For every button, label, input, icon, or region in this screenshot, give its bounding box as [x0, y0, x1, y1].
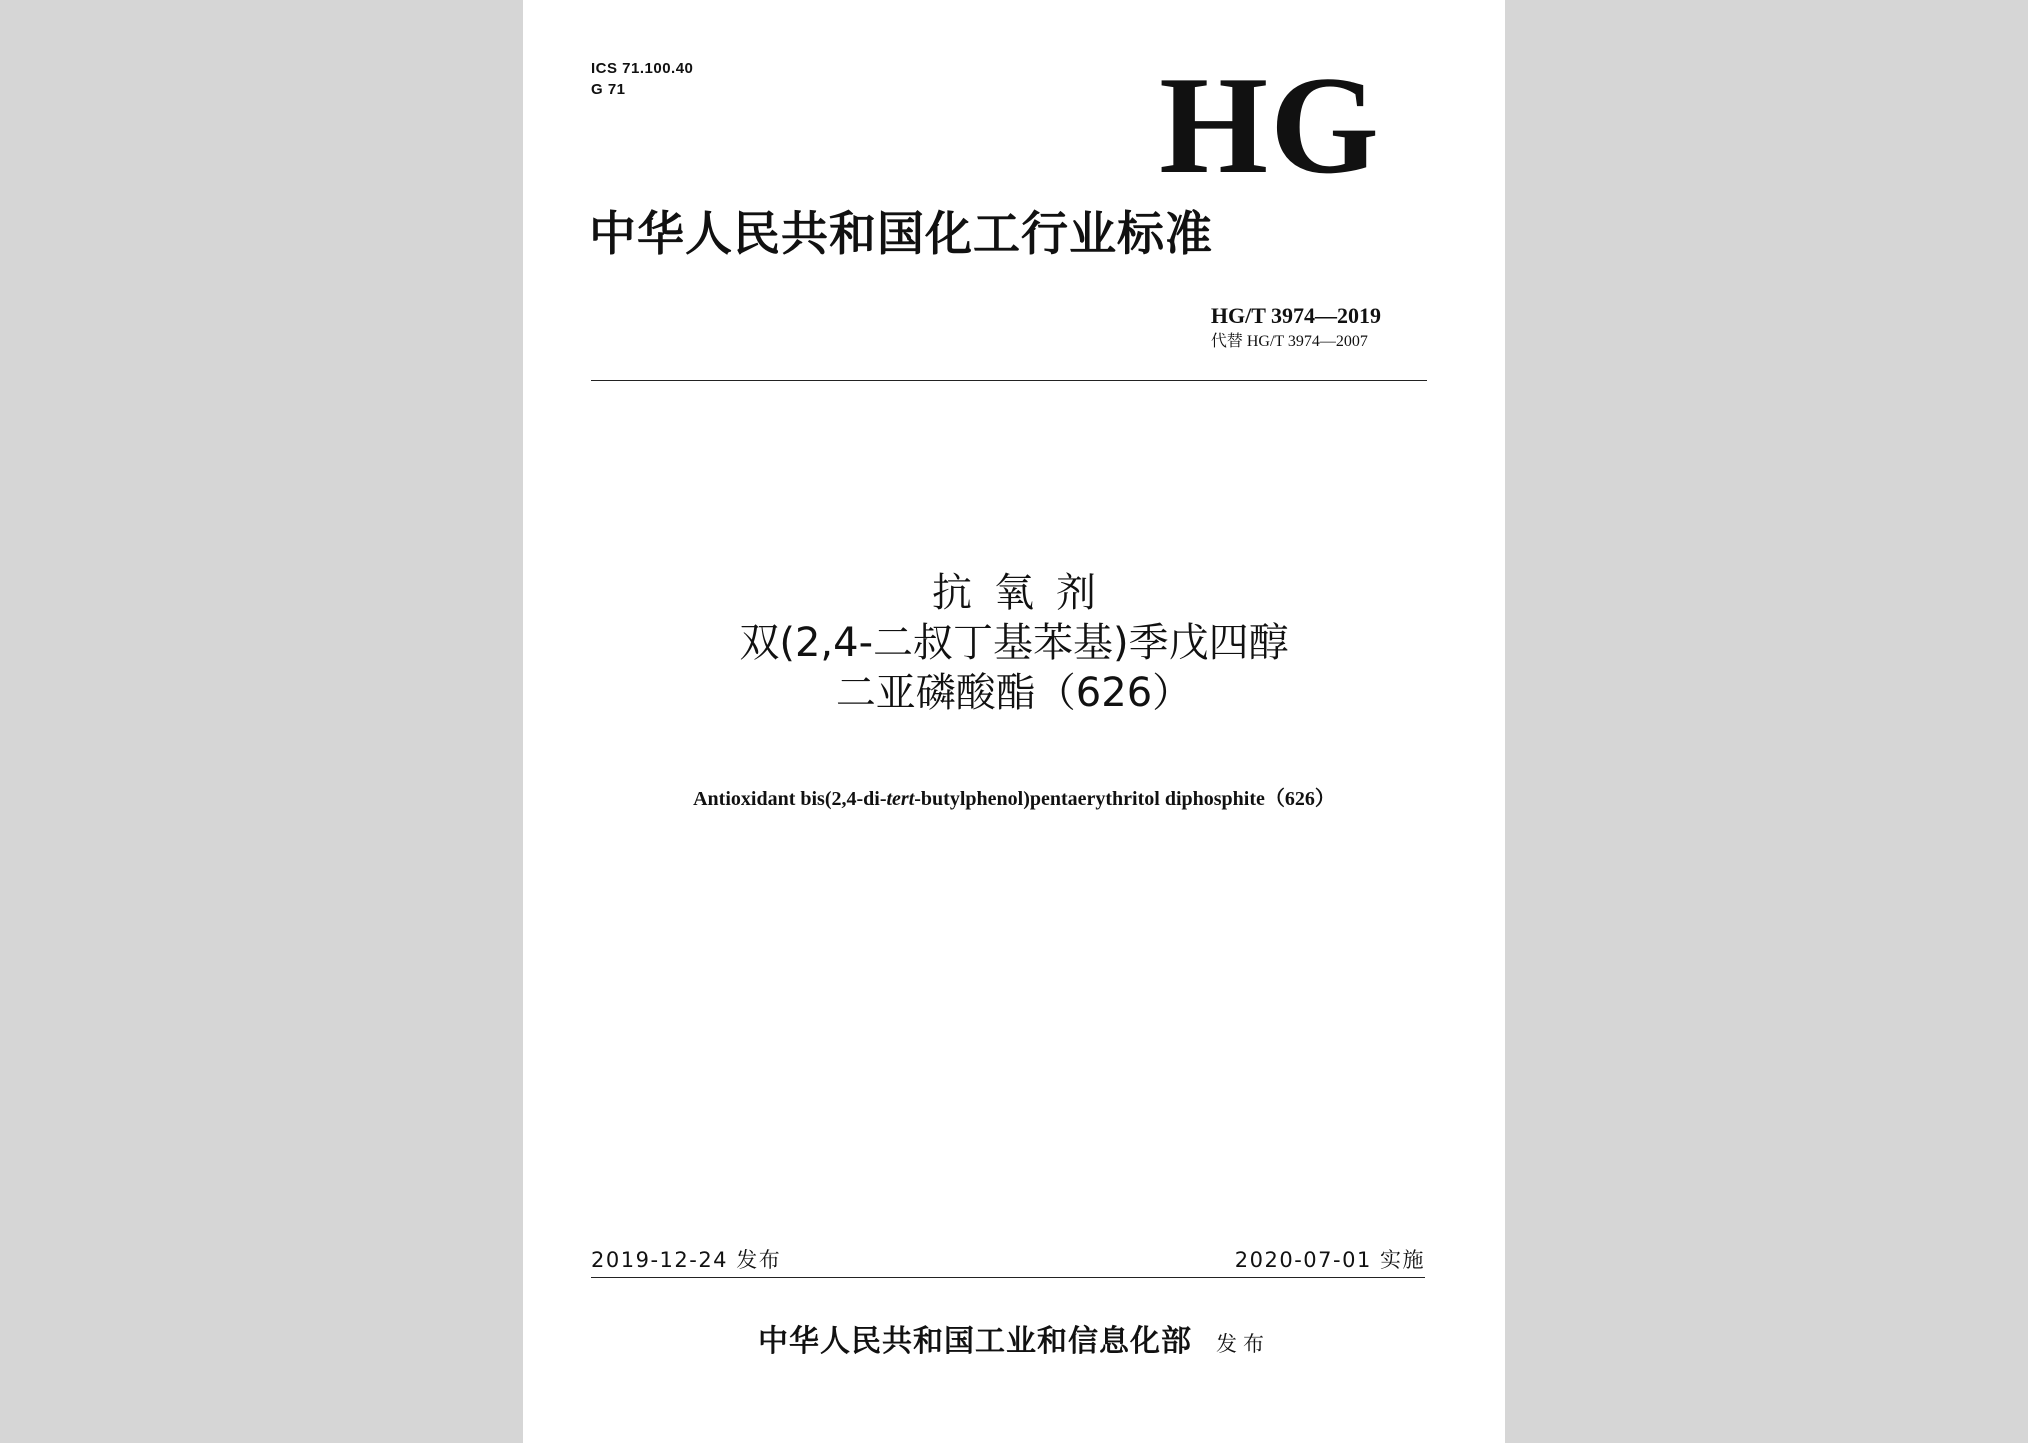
hg-logo: HG	[1159, 48, 1381, 203]
bottom-divider	[591, 1277, 1425, 1278]
issue-action: 发布	[1216, 1332, 1270, 1356]
standard-code-block	[1211, 302, 1381, 354]
issue-date: 2019-12-24 发布	[591, 1248, 782, 1272]
title-line-1: 抗氧剂	[932, 570, 1118, 616]
chinese-title	[523, 568, 1505, 718]
issuing-organization: 中华人民共和国工业和信息化部	[758, 1324, 1192, 1359]
english-title-suffix: -butylphenol)pentaerythritol diphosphite（626）	[914, 788, 1335, 810]
issuer	[523, 1322, 1505, 1364]
implementation-date: 2020-07-01 实施	[1234, 1248, 1425, 1272]
classification-codes	[591, 58, 693, 100]
top-divider	[591, 380, 1427, 381]
english-title-italic: tert	[886, 788, 915, 810]
english-title-prefix: Antioxidant bis(2,4-di-	[693, 788, 887, 810]
document-page	[523, 0, 1505, 1443]
english-title	[523, 784, 1505, 814]
title-line-3: 二亚磷酸酯（626）	[835, 670, 1193, 716]
standard-type-title: 中华人民共和国化工行业标准	[589, 207, 1213, 262]
ics-code: ICS 71.100.40	[591, 60, 694, 77]
dates-row	[591, 1245, 1425, 1275]
standard-code: HG/T 3974—2019	[1210, 303, 1381, 328]
ccs-code: G 71	[591, 81, 626, 98]
title-line-2: 双(2,4-二叔丁基苯基)季戊四醇	[739, 620, 1289, 666]
replaces-code: 代替 HG/T 3974—2007	[1210, 333, 1368, 350]
